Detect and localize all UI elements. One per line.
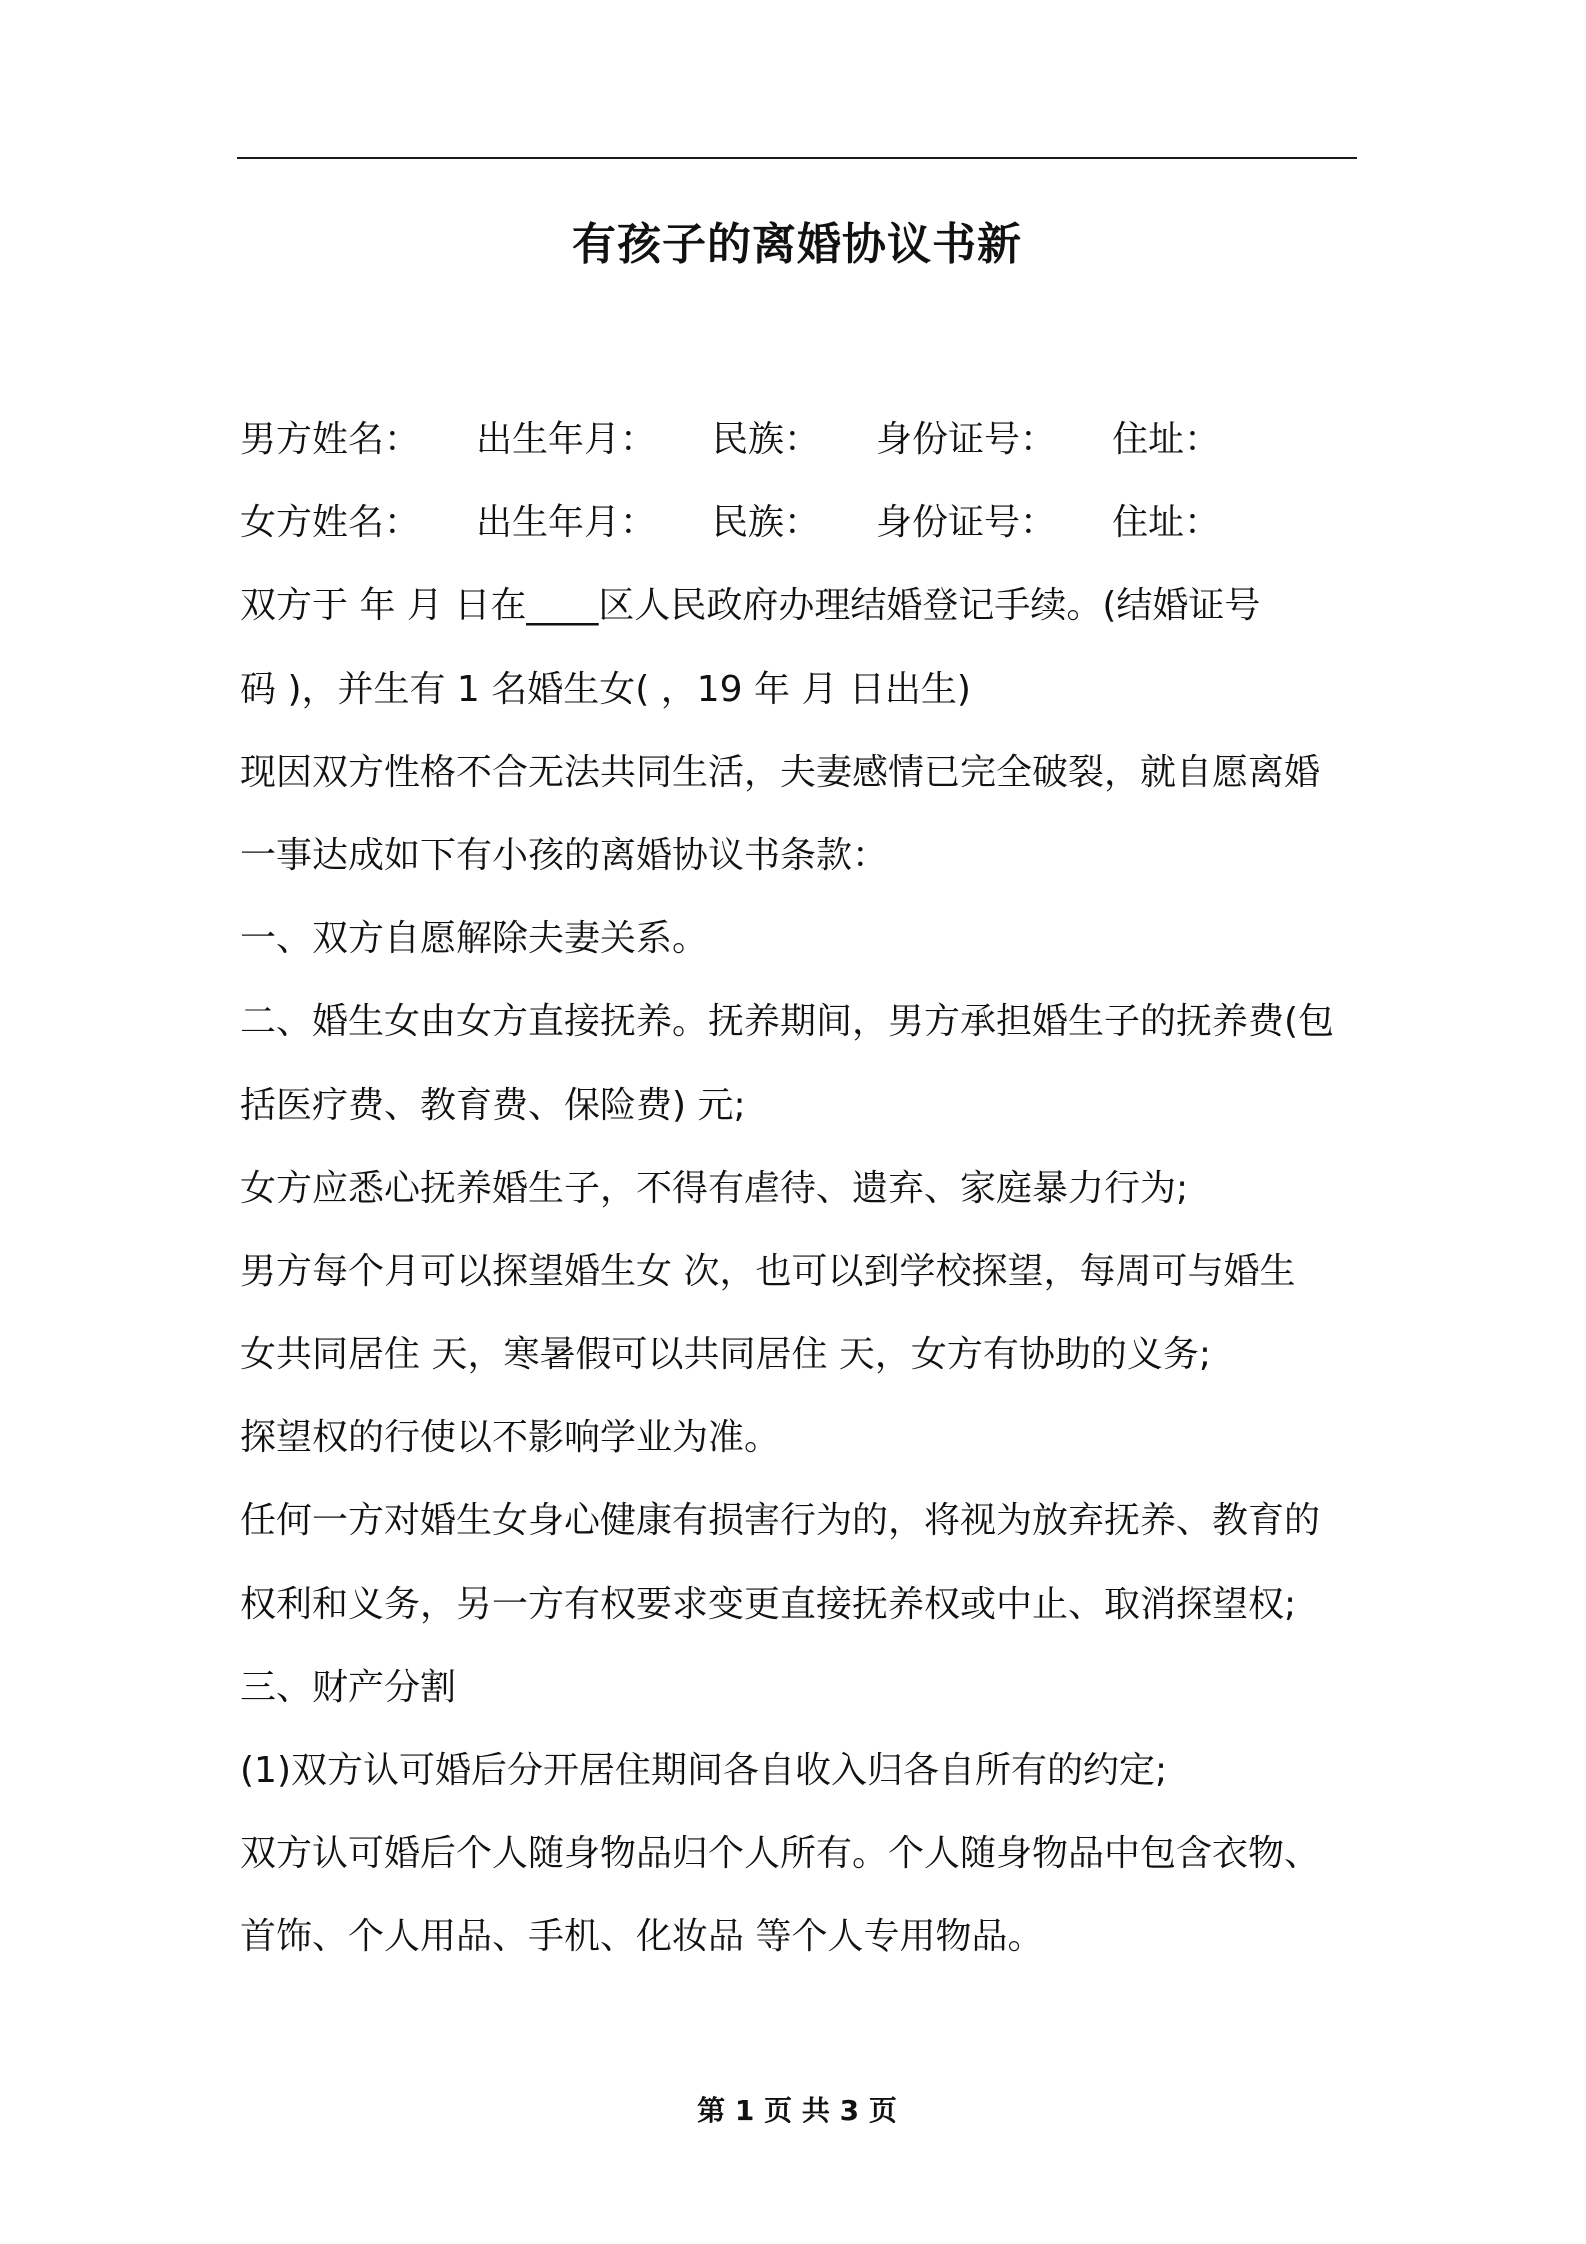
property-item-1: (1)双方认可婚后分开居住期间各自收入归各自所有的约定;: [240, 1750, 1168, 1791]
visitation-rule-line: 探望权的行使以不影响学业为准。: [240, 1417, 781, 1459]
female-id-label: 身份证号：: [876, 502, 1057, 544]
male-info-line: [240, 405, 1360, 488]
harm-clause-line-1: 任何一方对婚生女身心健康有损害行为的，将视为放弃抚养、教育的: [240, 1500, 1321, 1542]
clause-1: 一、双方自愿解除夫妻关系。: [240, 918, 709, 960]
male-address-label: 住址：: [1112, 419, 1221, 460]
document-title: 有孩子的离婚协议书新: [572, 219, 1022, 270]
clause-2-line-2: 括医疗费、教育费、保险费) 元;: [240, 1084, 746, 1126]
clause-2-line-1: 二、婚生女由女方直接抚养。抚养期间，男方承担婚生子的抚养费(包: [240, 1001, 1335, 1043]
visitation-line-1: 男方每个月可以探望婚生女 次，也可以到学校探望，每周可与婚生: [240, 1250, 1296, 1292]
clause-3-heading: 三、财产分割: [240, 1666, 457, 1708]
marriage-registration-line: 双方于 年 月 日在____区人民政府办理结婚登记手续。(结婚证号: [240, 585, 1261, 627]
female-name-label: 女方姓名：: [240, 502, 421, 544]
reason-line-2: 一事达成如下有小孩的离婚协议书条款：: [240, 834, 889, 876]
document-body: [240, 405, 1360, 1986]
male-name-label: 男方姓名：: [240, 419, 421, 460]
child-info-line: 码 )，并生有 1 名婚生女( ，19 年 月 日出生): [240, 668, 971, 710]
custody-duty-line: 女方应悉心抚养婚生子，不得有虐待、遗弃、家庭暴力行为;: [240, 1167, 1189, 1209]
male-birth-label: 出生年月：: [476, 419, 657, 460]
visitation-line-2: 女共同居住 天，寒暑假可以共同居住 天，女方有协助的义务;: [240, 1334, 1212, 1376]
harm-clause-line-2: 权利和义务，另一方有权要求变更直接抚养权或中止、取消探望权;: [240, 1583, 1297, 1625]
page-number-footer: 第 1 页 共 3 页: [697, 2094, 897, 2127]
female-info-line: [240, 488, 1360, 571]
personal-items-line-2: 首饰、个人用品、手机、化妆品 等个人专用物品。: [240, 1916, 1044, 1958]
female-ethnicity-label: 民族：: [712, 502, 821, 544]
reason-line-1: 现因双方性格不合无法共同生活，夫妻感情已完全破裂，就自愿离婚: [240, 751, 1321, 793]
male-id-label: 身份证号：: [876, 419, 1057, 460]
header-rule: [237, 157, 1357, 159]
female-address-label: 住址：: [1112, 502, 1221, 544]
female-birth-label: 出生年月：: [476, 502, 657, 544]
personal-items-line-1: 双方认可婚后个人随身物品归个人所有。个人随身物品中包含衣物、: [240, 1833, 1321, 1875]
male-ethnicity-label: 民族：: [712, 419, 821, 460]
